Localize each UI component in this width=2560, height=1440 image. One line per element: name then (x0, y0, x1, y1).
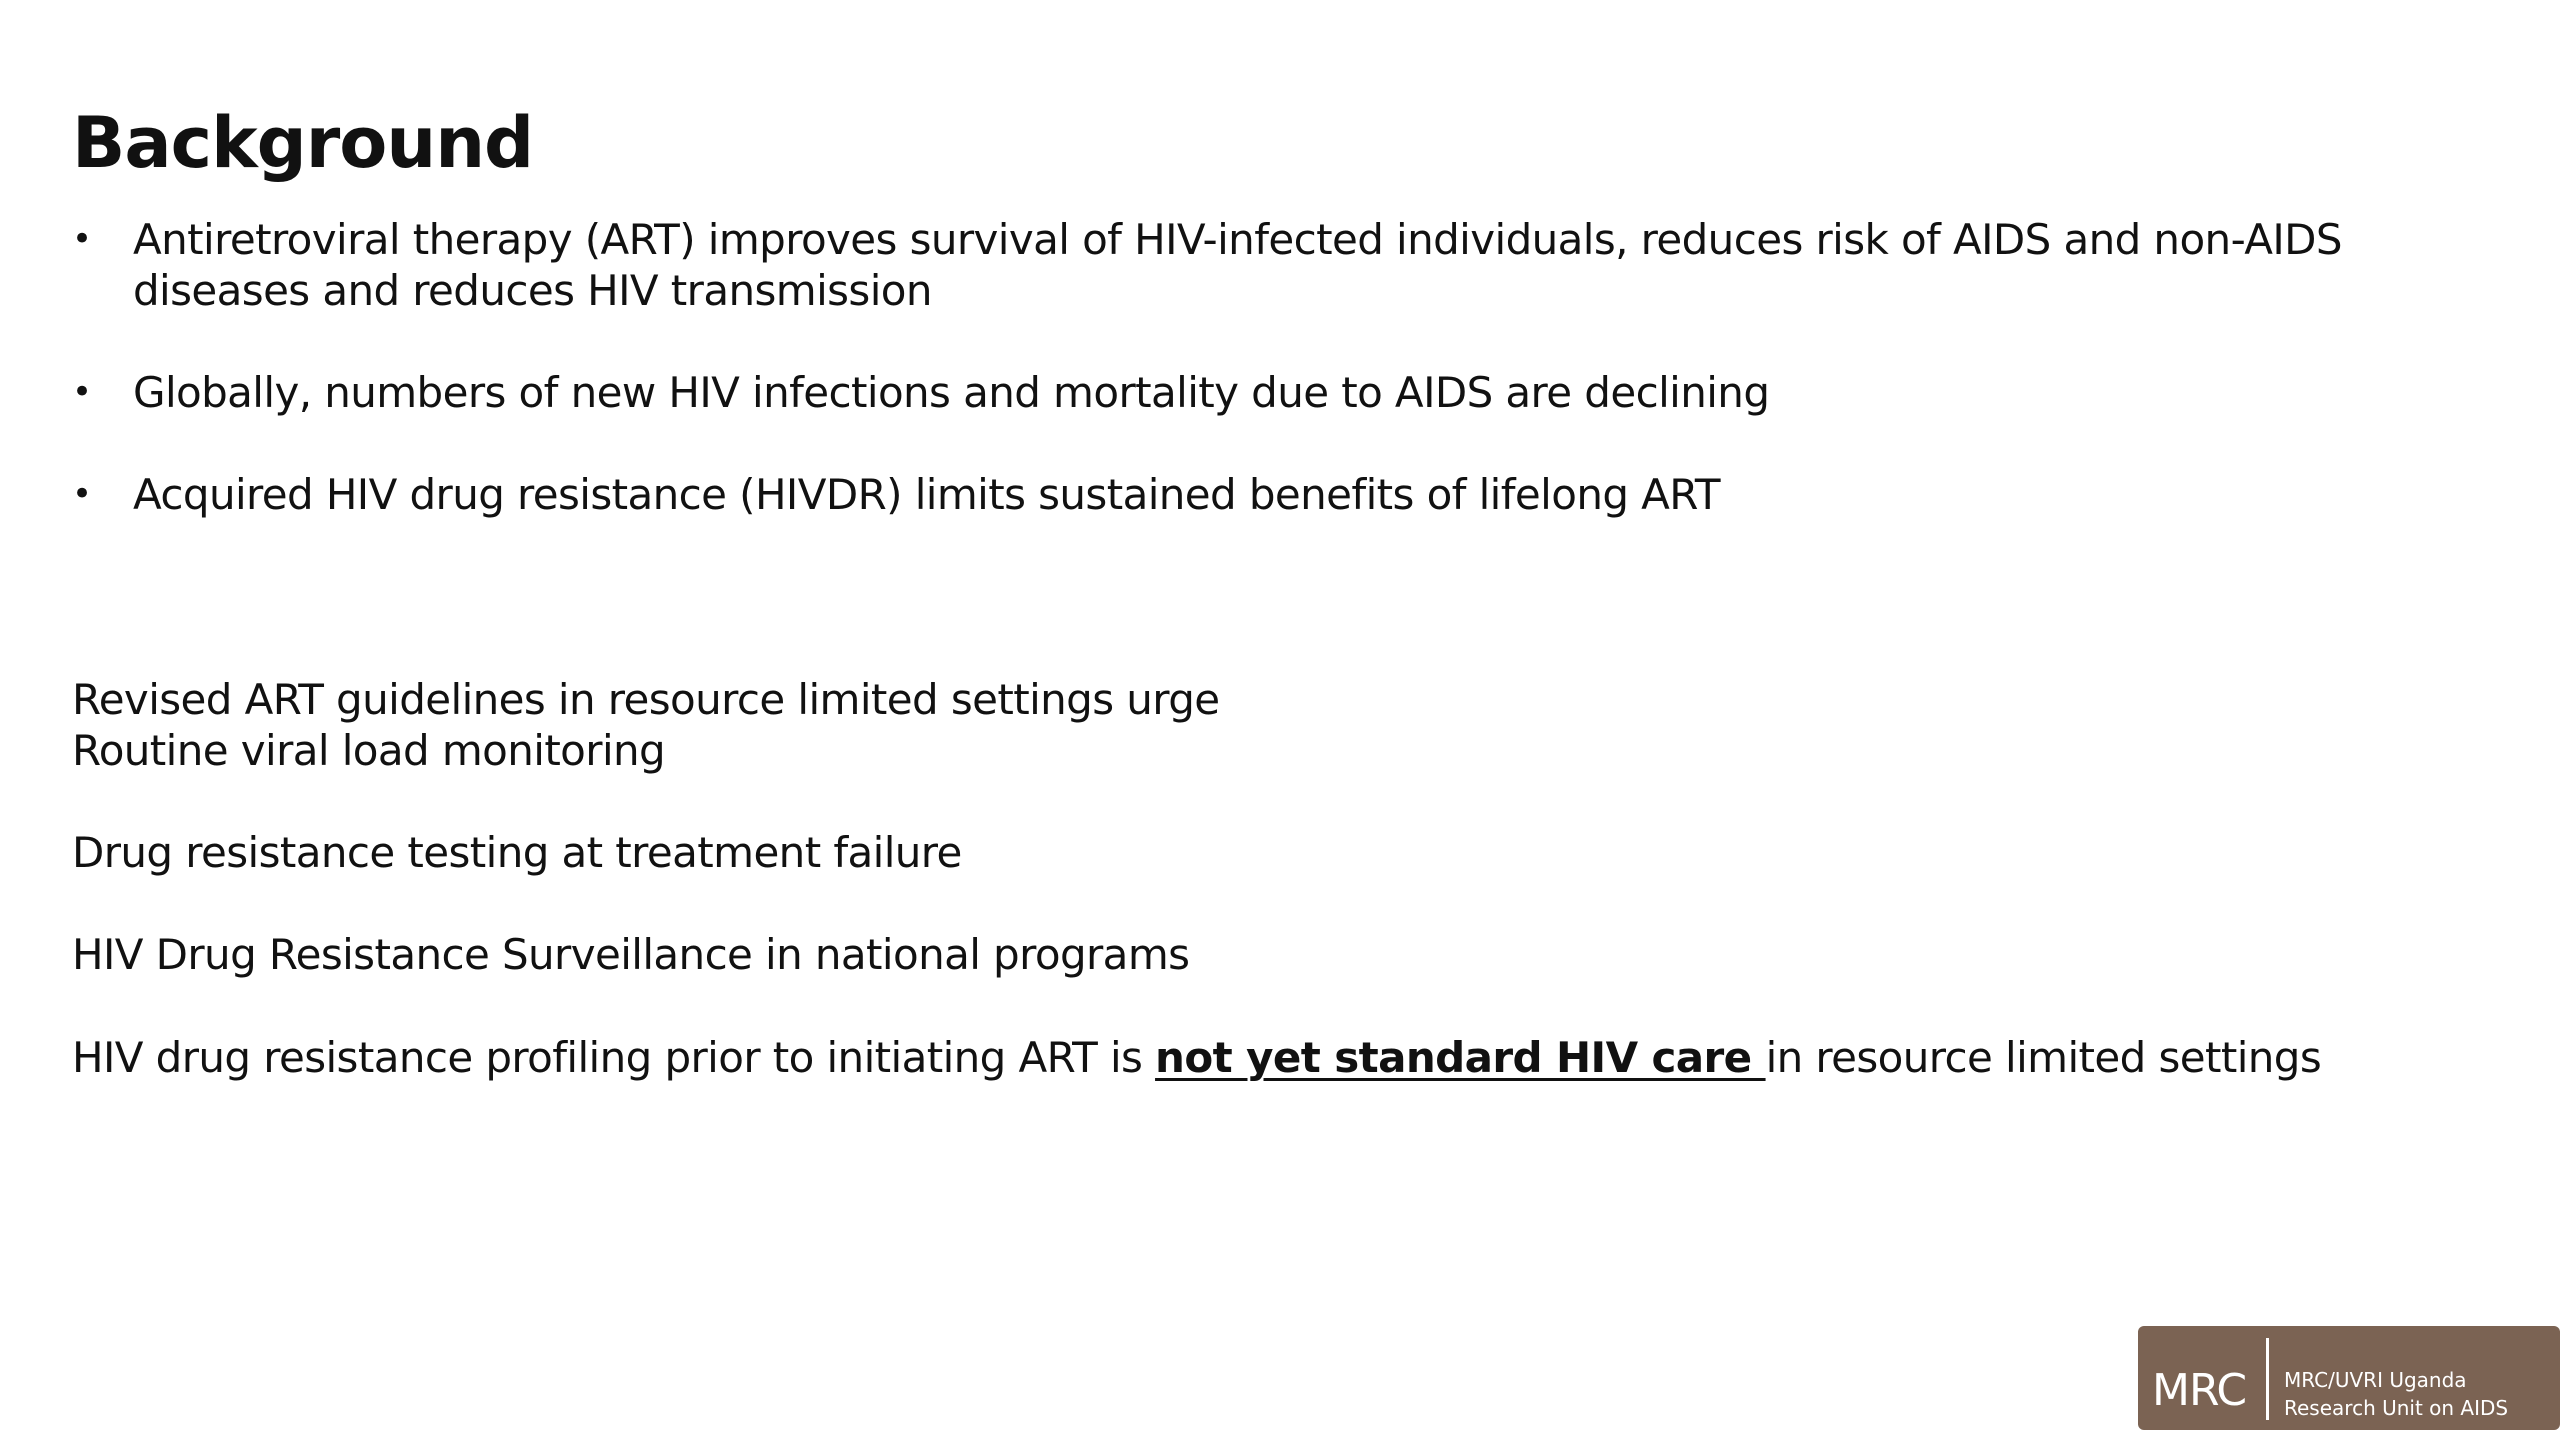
resistance-testing-text: Drug resistance testing at treatment failure (72, 828, 962, 877)
logo-divider (2266, 1338, 2269, 1420)
bullet-text: Antiretroviral therapy (ART) improves survival of HIV-infected individuals, reduces risk of AIDS and non-AIDS diseases and reduces HIV transmission (133, 215, 2342, 315)
mrc-logo (2138, 1326, 2560, 1430)
guidelines-line-2: Routine viral load monitoring (72, 726, 666, 775)
bullet-item-drug-resistance (72, 469, 2402, 520)
bullet-text: Acquired HIV drug resistance (HIVDR) limits sustained benefits of lifelong ART (133, 470, 1720, 519)
bullet-marker: • (72, 372, 92, 412)
logo-line-1: MRC/UVRI Uganda (2284, 1368, 2467, 1392)
profiling-emphasis: not yet standard HIV care (1155, 1033, 1766, 1082)
profiling-paragraph (72, 1032, 2321, 1083)
bullet-item-global-decline (72, 367, 2402, 418)
bullet-text: Globally, numbers of new HIV infections and mortality due to AIDS are declining (133, 368, 1770, 417)
bullet-marker: • (72, 474, 92, 514)
surveillance-text: HIV Drug Resistance Surveillance in national programs (72, 930, 1190, 979)
logo-line-2: Research Unit on AIDS (2284, 1396, 2509, 1420)
profiling-text-after: in resource limited settings (1765, 1033, 2322, 1082)
bullet-list (72, 214, 2402, 520)
bullet-marker: • (72, 219, 92, 259)
profiling-text-before: HIV drug resistance profiling prior to initiating ART is (72, 1033, 1156, 1082)
guidelines-paragraph (72, 674, 1220, 776)
slide-title: Background (72, 102, 534, 184)
logo-mark: MRC (2152, 1365, 2247, 1416)
bullet-item-art-benefits (72, 214, 2402, 316)
logo-text (2284, 1366, 2508, 1422)
guidelines-line-1: Revised ART guidelines in resource limited settings urge (72, 675, 1220, 724)
